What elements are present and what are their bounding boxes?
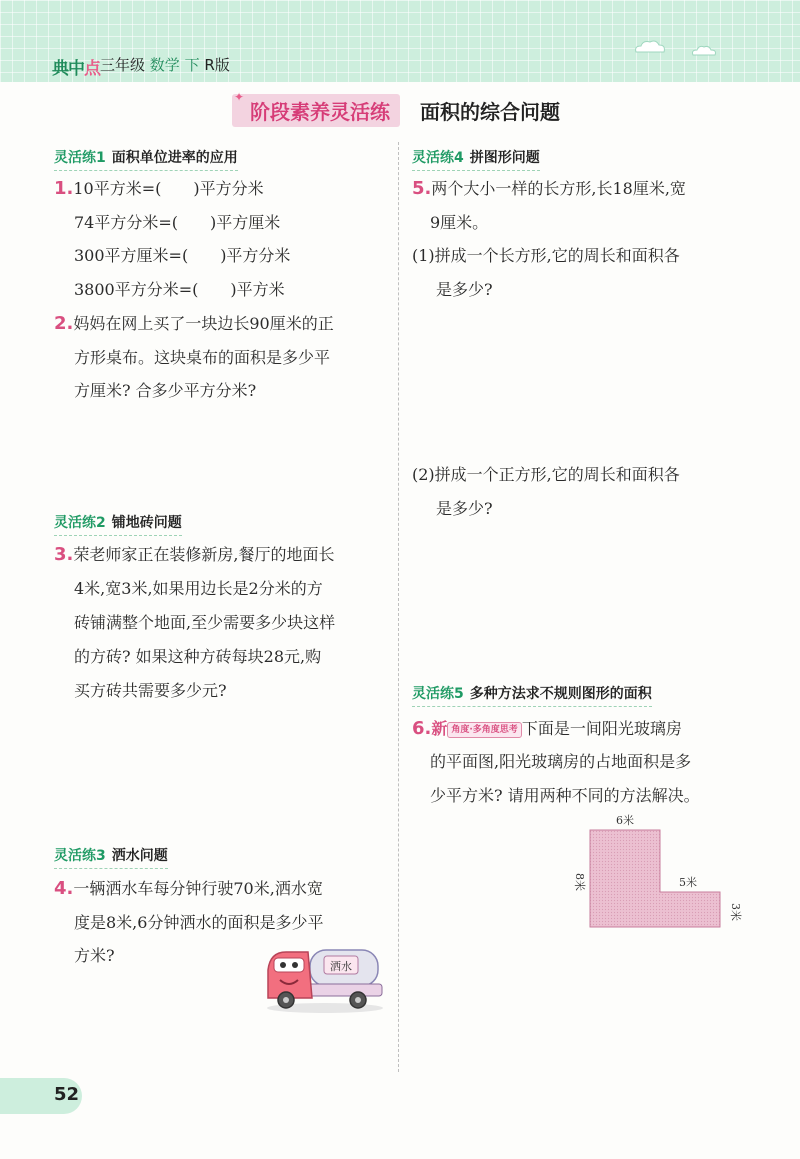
question-3-line-5: 买方砖共需要多少元? bbox=[74, 681, 227, 700]
column-divider bbox=[398, 142, 399, 1072]
section-label: 灵活练5 bbox=[412, 686, 464, 702]
question-1-line-2: 74平方分米=( )平方厘米 bbox=[74, 213, 281, 232]
section-label: 灵活练1 bbox=[54, 150, 106, 166]
book-logo bbox=[52, 54, 100, 79]
section-header-4 bbox=[412, 147, 540, 167]
question-4-line-2: 度是8米,6分钟洒水的面积是多少平 bbox=[74, 913, 324, 932]
question-5-sub-1: (1)拼成一个长方形,它的周长和面积各 bbox=[412, 246, 680, 265]
angle-tag: 角度·多角度思考 bbox=[447, 722, 521, 738]
question-1 bbox=[54, 172, 264, 205]
section-label: 灵活练3 bbox=[54, 848, 106, 864]
section-header-5 bbox=[412, 683, 652, 703]
question-2 bbox=[54, 307, 334, 340]
section-name: 拼图形问题 bbox=[469, 150, 540, 166]
title-badge bbox=[232, 90, 400, 127]
question-number: 5. bbox=[412, 178, 432, 199]
question-3-line-3: 砖铺满整个地面,至少需要多少块这样 bbox=[74, 613, 336, 632]
subject-label: 数学 bbox=[149, 56, 180, 74]
question-4 bbox=[54, 872, 323, 905]
term-label: 下 bbox=[184, 56, 200, 74]
question-6-line-2: 的平面图,阳光玻璃房的占地面积是多 bbox=[430, 752, 692, 771]
question-5-line-2: 9厘米。 bbox=[430, 213, 489, 232]
question-1-line-3: 300平方厘米=( )平方分米 bbox=[74, 246, 291, 265]
question-line: 荣老师家正在装修新房,餐厅的地面长 bbox=[73, 545, 335, 564]
section-header-2 bbox=[54, 512, 182, 532]
question-number: 4. bbox=[54, 878, 74, 899]
page-number-tab bbox=[0, 1078, 82, 1114]
book-info bbox=[100, 54, 230, 75]
question-5-sub-2: (2)拼成一个正方形,它的周长和面积各 bbox=[412, 465, 680, 484]
dim-right-label: 3米 bbox=[729, 903, 742, 921]
truck-label: 洒水 bbox=[330, 960, 352, 973]
dim-left-label: 8米 bbox=[573, 873, 586, 891]
question-2-line-3: 方厘米? 合多少平方分米? bbox=[74, 381, 257, 400]
page-number: 52 bbox=[54, 1084, 80, 1105]
question-number: 2. bbox=[54, 313, 74, 334]
question-6 bbox=[412, 712, 682, 745]
sparkle-icon: ✦ bbox=[234, 90, 245, 104]
section-header-1 bbox=[54, 147, 238, 167]
question-6-line-3: 少平方米? 请用两种不同的方法解决。 bbox=[430, 786, 700, 805]
water-truck-illustration bbox=[262, 940, 388, 1014]
floor-plan-diagram bbox=[568, 812, 748, 932]
page-header bbox=[0, 0, 800, 82]
new-tag: 新 bbox=[431, 719, 448, 738]
question-number: 3. bbox=[54, 544, 74, 565]
question-3-line-4: 的方砖? 如果这种方砖每块28元,购 bbox=[74, 647, 322, 666]
section-name: 多种方法求不规则图形的面积 bbox=[469, 686, 652, 702]
question-line: 10平方米=( )平方分米 bbox=[73, 179, 264, 198]
title-badge-text: 阶段素养灵活练 bbox=[250, 100, 390, 124]
question-4-line-3: 方米? bbox=[74, 946, 115, 965]
section-name: 铺地砖问题 bbox=[111, 515, 182, 531]
question-5 bbox=[412, 172, 686, 205]
logo-text: 典中 bbox=[52, 59, 84, 79]
dim-step-label: 5米 bbox=[679, 876, 697, 889]
page-title: 面积的综合问题 bbox=[420, 100, 560, 124]
section-name: 面积单位进率的应用 bbox=[111, 150, 238, 166]
grade-label: 三年级 bbox=[100, 56, 146, 74]
question-number: 1. bbox=[54, 178, 74, 199]
logo-dot: 点 bbox=[84, 59, 100, 79]
question-5-sub-2-line-2: 是多少? bbox=[436, 499, 493, 518]
question-5-sub-1-line-2: 是多少? bbox=[436, 280, 493, 299]
question-3 bbox=[54, 538, 334, 571]
section-label: 灵活练4 bbox=[412, 150, 464, 166]
question-line: 一辆洒水车每分钟行驶70米,洒水宽 bbox=[73, 879, 323, 898]
question-line: 两个大小一样的长方形,长18厘米,宽 bbox=[431, 179, 686, 198]
question-line: 妈妈在网上买了一块边长90厘米的正 bbox=[73, 314, 334, 333]
section-label: 灵活练2 bbox=[54, 515, 106, 531]
dim-top-label: 6米 bbox=[616, 814, 634, 827]
title-bar bbox=[0, 92, 800, 128]
section-header-3 bbox=[54, 845, 168, 865]
question-2-line-2: 方形桌布。这块桌布的面积是多少平 bbox=[74, 348, 331, 367]
section-name: 洒水问题 bbox=[111, 848, 168, 864]
question-3-line-2: 4米,宽3米,如果用边长是2分米的方 bbox=[74, 579, 323, 598]
question-line: 下面是一间阳光玻璃房 bbox=[521, 719, 682, 738]
edition-label: R版 bbox=[204, 56, 230, 74]
question-1-line-4: 3800平方分米=( )平方米 bbox=[74, 280, 285, 299]
cloud-icon bbox=[632, 38, 668, 56]
cloud-icon bbox=[690, 44, 718, 58]
question-number: 6. bbox=[412, 718, 432, 739]
